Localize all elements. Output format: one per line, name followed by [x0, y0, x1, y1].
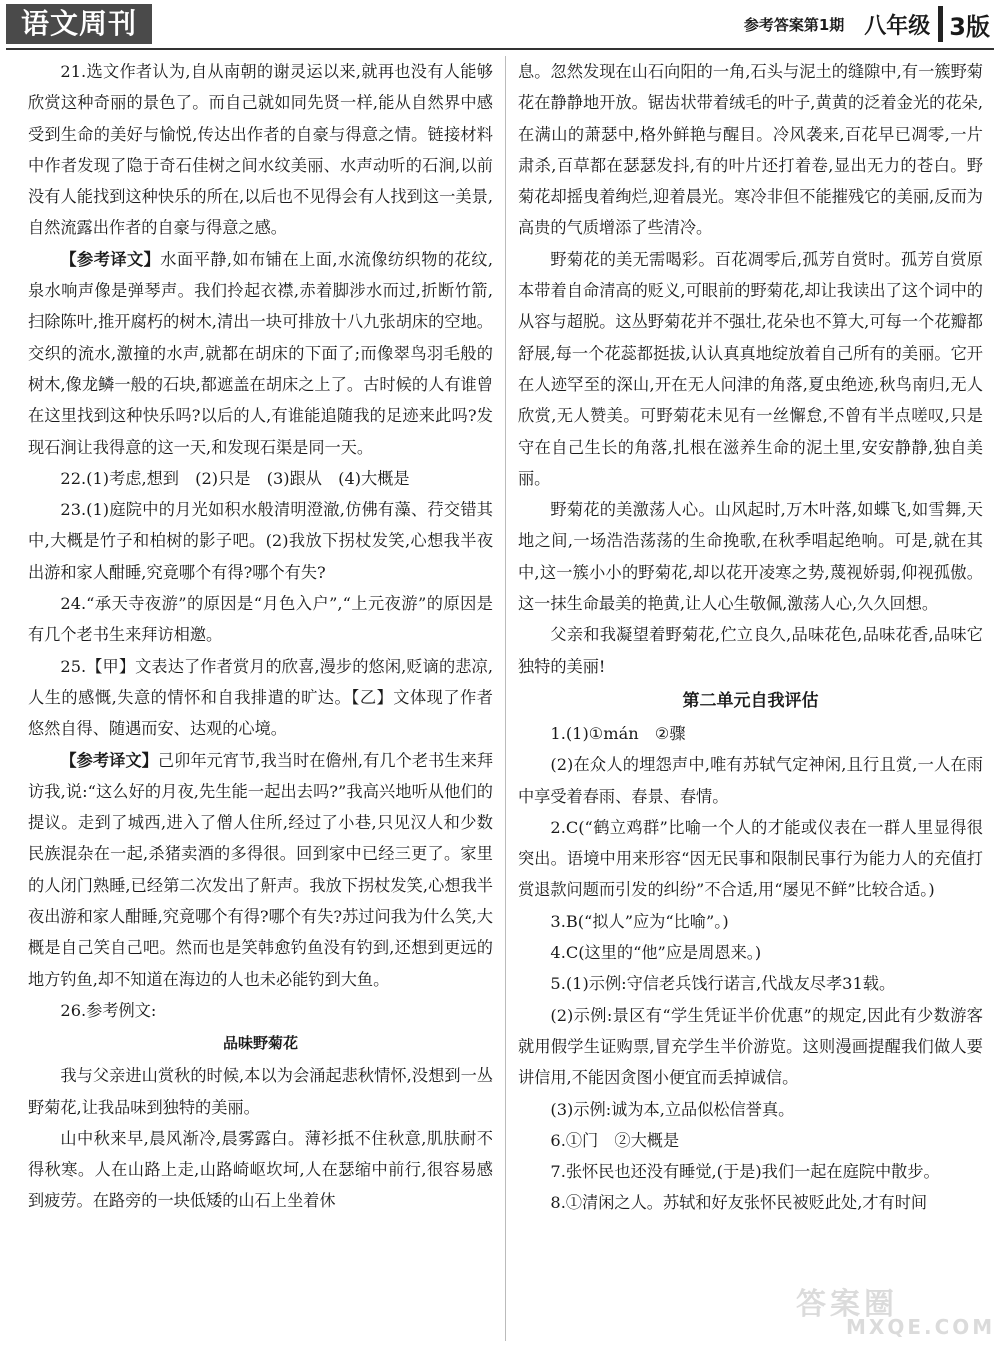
grade-label: 八年级	[864, 13, 931, 39]
answer-23: 23.(1)庭院中的月光如积水般清明澄澈,仿佛有藻、荇交错其中,大概是竹子和柏树的影子吧。(2)我放下拐杖发笑,心想我半夜出游和家人酣睡,究竟哪个有得?哪个有失?	[28, 500, 493, 582]
translation-tag: 【参考译文】	[60, 750, 158, 770]
left-column	[28, 56, 493, 1217]
answer-7: 7.张怀民也还没有睡觉,(于是)我们一起在庭院中散步。	[550, 1162, 940, 1182]
answer-3: 3.B(“拟人”应为“比喻”。)	[550, 911, 729, 931]
essay-paragraph: 息。忽然发现在山石向阳的一角,石头与泥土的缝隙中,有一簇野菊花在静静地开放。锯齿状带着绒毛的叶子,黄黄的泛着金光的花朵,在满山的萧瑟中,格外鲜艳与醒目。冷风袭来,百花早已凋零,一片肃杀,百草都在瑟瑟发抖,有的叶片还打着卷,显出无力的苍白。野菊花却摇曳着绚烂,迎着晨光。寒冷非但不能摧残它的美丽,反而为高贵的气质增添了些清冷。	[518, 62, 983, 238]
essay-paragraph: 山中秋来早,晨风渐冷,晨雾露白。薄衫抵不住秋意,肌肤耐不得秋寒。人在山路上走,山路崎岖坎坷,人在瑟缩中前行,很容易感到疲劳。在路旁的一块低矮的山石上坐着休	[28, 1128, 493, 1211]
watermark-url: MXQE.COM	[846, 1315, 996, 1339]
answer-5-2: (2)示例:景区有“学生凭证半价优惠”的规定,因此有少数游客就用假学生证购票,冒充学生半价游览。这则漫画提醒我们做人要讲信用,不能因贪图小便宜而丢掉诚信。	[518, 1005, 983, 1088]
right-column	[518, 56, 983, 1219]
translation-text: 己卯年元宵节,我当时在儋州,有几个老书生来拜访我,说:“这么好的月夜,先生能一起出去吗?”我高兴地听从他们的提议。走到了城西,进入了僧人住所,经过了小巷,只见汉人和少数民族混杂在一起,杀猪卖酒的多得很。回到家中已经三更了。家里的人闭门熟睡,已经第二次发出了鼾声。我放下拐杖发笑,心想我半夜出游和家人酣睡,究竟哪个有得?哪个有失?苏过问我为什么笑,大概是自己笑自己吧。然而也是笑韩愈钓鱼没有钓到,还想到更远的地方钓鱼,却不知道在海边的人也未必能钓到大鱼。	[28, 750, 494, 989]
answer-8: 8.①清闲之人。苏轼和好友张怀民被贬此处,才有时间	[550, 1193, 928, 1213]
answer-25: 25.【甲】文表达了作者赏月的欣喜,漫步的悠闲,贬谪的悲凉,人生的感慨,失意的情怀和自我排遣的旷达。【乙】文体现了作者悠然自得、随遇而安、达观的心境。	[28, 656, 493, 739]
page-header	[0, 0, 1000, 48]
answer-6: 6.①门 ②大概是	[550, 1130, 680, 1150]
answer-1-1: 1.(1)①mán ②骤	[550, 723, 686, 743]
essay-paragraph: 野菊花的美激荡人心。山风起时,万木叶落,如蝶飞,如雪舞,天地之间,一场浩浩荡荡的生命挽歌,在秋季唱起绝响。可是,就在其中,这一簇小小的野菊花,却以花开凌寒之势,蔑视娇弱,仰视孤傲。这一抹生命最美的艳黄,让人心生敬佩,激荡人心,久久回想。	[518, 500, 983, 614]
watermark-text: 答案圈	[796, 1287, 898, 1322]
translation-tag: 【参考译文】	[60, 249, 161, 269]
column-divider	[505, 56, 506, 1341]
answer-2: 2.C(“鹤立鸡群”比喻一个人的才能或仪表在一群人里显得很突出。语境中用来形容“因无民事和限制民事行为能力人的充值打赏退款问题而引发的纠纷”不合适,用“屡见不鲜”比较合适。)	[518, 817, 983, 900]
header-rule	[6, 48, 994, 50]
header-info	[744, 4, 1000, 44]
answer-24: 24.“承天寺夜游”的原因是“月色入户”,“上元夜游”的原因是有几个老书生来拜访相邀。	[28, 594, 493, 645]
translation-text: 水面平静,如布铺在上面,水流像纺织物的花纹,泉水响声像是弹琴声。我们拎起衣襟,赤着脚涉水而过,折断竹箭,扫除陈叶,推开腐朽的树木,清出一块可排放十八九张胡床的空地。交织的流水,激撞的水声,就都在胡床的下面了;而像翠鸟羽毛般的树木,像龙鳞一般的石块,都遮盖在胡床之上了。古时候的人有谁曾在这里找到这种快乐吗?以后的人,有谁能追随我的足迹来此吗?发现石涧让我得意的这一天,和发现石渠是同一天。	[28, 249, 494, 457]
publication-logo: 语文周刊	[6, 4, 152, 44]
translation-21	[28, 244, 493, 463]
watermark-logo	[786, 1279, 996, 1339]
essay-title: 品味野菊花	[222, 1034, 298, 1053]
answer-22: 22.(1)考虑,想到 (2)只是 (3)跟从 (4)大概是	[60, 468, 410, 488]
section-title: 第二单元自我评估	[682, 690, 819, 711]
translation-25	[28, 745, 493, 995]
answer-4: 4.C(这里的“他”应是周恩来。)	[550, 943, 762, 963]
answer-1-2: (2)在众人的埋怨声中,唯有苏轼气定神闲,且行且赏,一人在雨中享受着春雨、春景、春情。	[518, 755, 983, 806]
answer-26: 26.参考例文:	[60, 1000, 157, 1020]
header-divider	[938, 6, 943, 42]
issue-label: 参考答案第1期	[743, 15, 845, 34]
answer-21: 21.选文作者认为,自从南朝的谢灵运以来,就再也没有人能够欣赏这种奇丽的景色了。而自己就如同先贤一样,能从自然界中感受到生命的美好与愉悦,传达出作者的自豪与得意之情。链接材料中作者发现了隐于奇石佳树之间水纹美丽、水声动听的石涧,以前没有人能找到这种快乐的所在,以后也不见得会有人找到这一美景,自然流露出作者的自豪与得意之感。	[28, 62, 493, 238]
answer-5-3: (3)示例:诚为本,立品似松信誉真。	[550, 1099, 795, 1119]
page-number: 3版	[949, 12, 990, 41]
essay-paragraph: 我与父亲进山赏秋的时候,本以为会涌起悲秋情怀,没想到一丛野菊花,让我品味到独特的美丽。	[28, 1066, 493, 1117]
essay-paragraph: 父亲和我凝望着野菊花,伫立良久,品味花色,品味花香,品味它独特的美丽!	[518, 625, 983, 676]
essay-paragraph: 野菊花的美无需喝彩。百花凋零后,孤芳自赏时。孤芳自赏原本带着自命清高的贬义,可眼前的野菊花,却让我读出了这个词中的从容与超脱。这丛野菊花并不强壮,花朵也不算大,可每一个花瓣都舒展,每一个花蕊都挺拔,认认真真地绽放着自己所有的美丽。它开在人迹罕至的深山,开在无人问津的角落,夏虫绝迹,秋鸟南归,无人欣赏,无人赞美。可野菊花未见有一丝懈怠,不曾有半点嗟叹,只是守在自己生长的角落,扎根在滋养生命的泥土里,安安静静,独自美丽。	[518, 249, 983, 488]
answer-5-1: 5.(1)示例:守信老兵饯行诺言,代战友尽孝31载。	[550, 974, 896, 994]
